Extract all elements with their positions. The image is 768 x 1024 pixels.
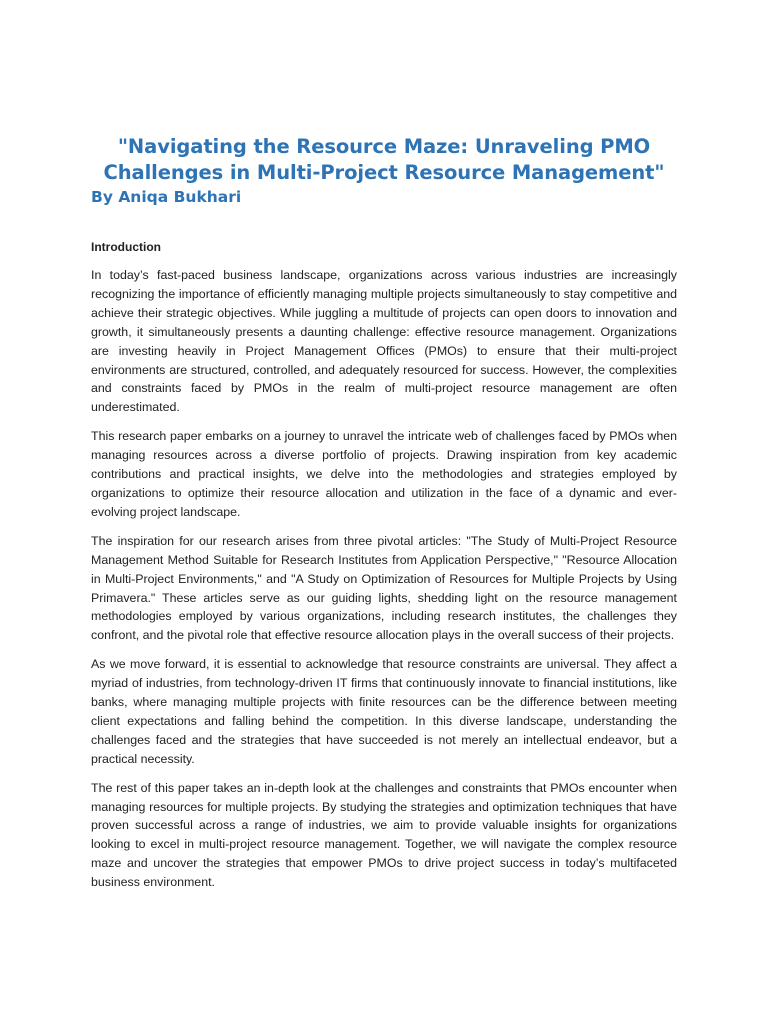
body-paragraph-1: In today’s fast-paced business landscape, organizations across various industries are increasingly recognizing the importance of efficiently managing multiple projects simultaneously to stay competitive and achieve their strategic objectives. While juggling a multitude of projects can open doors to innovation and growth, it simultaneously presents a daunting challenge: effective resource management. Organizations are investing heavily in Project Management Offices (PMOs) to ensure that their multi-project environments are structured, controlled, and adequately resourced for success. However, the complexities and constraints faced by PMOs in the realm of multi-project resource management are often underestimated. <box>91 268 677 415</box>
document-title: "Navigating the Resource Maze: Unraveling PMO Challenges in Multi-Project Resource Management" <box>103 135 665 184</box>
body-paragraph-3: The inspiration for our research arises from three pivotal articles: "The Study of Multi-Project Resource Management Method Suitable for Research Institutes from Application Perspective," "Resource Allocation in Multi-Project Environments," and "A Study on Optimization of Resources for Multiple Projects by Using Primavera." These articles serve as our guiding lights, shedding light on the resource management methodologies employed by various organizations, including research institutes, the challenges they confront, and the pivotal role that effective resource allocation plays in the overall success of their projects. <box>91 533 677 643</box>
body-paragraph-5: The rest of this paper takes an in-depth look at the challenges and constraints that PMOs encounter when managing resources for multiple projects. By studying the strategies and optimization techniques that have proven successful across a range of industries, we aim to provide valuable insights for organizations looking to excel in multi-project resource management. Together, we will navigate the complex resource maze and uncover the strategies that empower PMOs to drive project success in today’s multifaceted business environment. <box>91 780 677 890</box>
body-paragraph-4: As we move forward, it is essential to acknowledge that resource constraints are universal. They affect a myriad of industries, from technology-driven IT firms that continuously innovate to financial institutions, like banks, where managing multiple projects with finite resources can be the difference between meeting client expectations and falling behind the competition. In this diverse landscape, understanding the challenges faced and the strategies that have succeeded is not merely an intellectual endeavor, but a practical necessity. <box>91 657 677 766</box>
body-paragraph-2: This research paper embarks on a journey to unravel the intricate web of challenges faced by PMOs when managing resources across a diverse portfolio of projects. Drawing inspiration from key academic contributions and practical insights, we delve into the methodologies and strategies employed by organizations to optimize their resource allocation and utilization in the face of a dynamic and ever-evolving project landscape. <box>91 429 677 519</box>
section-heading-introduction: Introduction <box>91 240 161 254</box>
author-byline: By Aniqa Bukhari <box>91 188 242 206</box>
